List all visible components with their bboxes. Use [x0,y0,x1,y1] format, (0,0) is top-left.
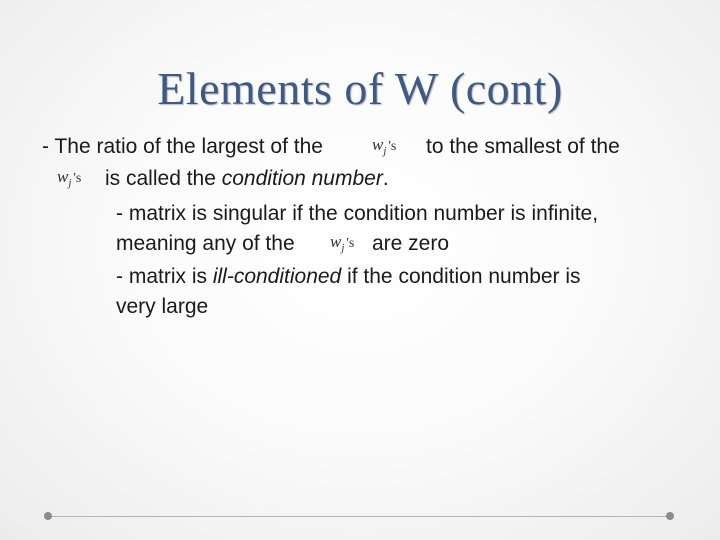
footer-rule [48,516,672,517]
line-3: - matrix is singular if the condition number is infinite, [116,202,599,225]
math-wj-s-1: $w_j$ 's [372,135,397,157]
line-5: - matrix is ill-conditioned if the condition number is [116,265,581,288]
slide-title: Elements of W (cont) [157,63,563,114]
math-wj-s-2: $w_j$ 's [57,167,82,189]
line-1-start: - The ratio of the largest of the [42,135,323,158]
footer-dot-left [44,512,52,520]
line-2: is called the condition number. [105,167,389,190]
math-wj-s-3: $w_j$ 's [330,232,355,254]
term-ill-conditioned: ill-conditioned [212,265,342,288]
line-6: very large [116,295,209,318]
term-condition-number: condition number [221,167,383,190]
line-4-start: meaning any of the [116,232,295,255]
line-1-end: to the smallest of the [426,135,620,158]
footer-dot-right [666,512,674,520]
line-4-end: are zero [372,232,450,255]
